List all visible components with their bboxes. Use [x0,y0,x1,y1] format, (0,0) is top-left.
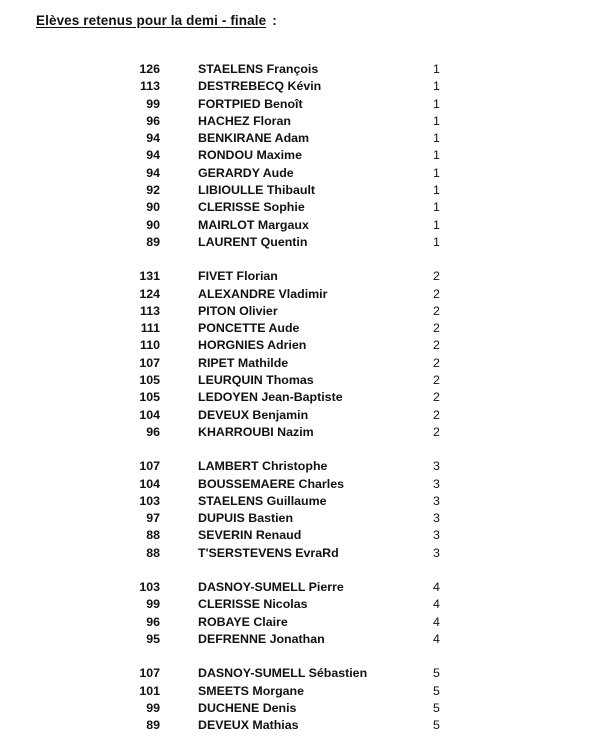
group-number: 4 [433,597,440,612]
list-item [0,61,600,78]
student-name: STAELENS Guillaume [198,493,327,508]
group-number: 1 [433,183,440,198]
list-item [0,268,600,285]
score-value: 104 [139,407,160,422]
student-name: GERARDY Aude [198,165,294,180]
student-name: ALEXANDRE Vladimir [198,286,328,301]
score-value: 113 [140,79,160,94]
results-group-1 [0,61,600,251]
list-item [0,113,600,130]
score-value: 99 [146,96,160,111]
list-item [0,424,600,441]
group-number: 2 [433,424,440,439]
student-name: ROBAYE Claire [198,614,288,629]
list-item [0,320,600,337]
group-number: 1 [433,165,440,180]
list-item [0,407,600,424]
list-item [0,234,600,251]
group-number: 2 [433,269,440,284]
score-value: 105 [139,373,160,388]
group-number: 2 [433,407,440,422]
results-group-2 [0,268,600,441]
student-name: LEURQUIN Thomas [198,373,314,388]
student-name: SEVERIN Renaud [198,528,302,543]
score-value: 92 [146,183,160,198]
score-value: 113 [140,303,160,318]
group-number: 3 [433,459,440,474]
group-number: 1 [433,62,440,76]
list-item [0,717,600,734]
score-value: 99 [146,597,160,612]
group-number: 2 [433,321,440,336]
student-name: SMEETS Morgane [198,683,305,698]
score-value: 96 [146,614,160,629]
student-name: FORTPIED Benoît [198,96,303,111]
student-name: KHARROUBI Nazim [198,424,314,439]
student-name: LEDOYEN Jean-Baptiste [198,390,343,405]
list-item [0,700,600,717]
group-number: 3 [433,476,440,491]
list-item [0,337,600,354]
results-group-3 [0,458,600,562]
score-value: 131 [139,269,160,284]
student-name: BOUSSEMAERE Charles [198,476,344,491]
list-item [0,217,600,234]
list-item [0,527,600,544]
score-value: 99 [146,700,160,715]
group-number: 4 [433,631,440,646]
group-number: 3 [433,493,440,508]
group-number: 1 [433,131,440,146]
score-value: 94 [146,165,160,180]
student-name: DUCHENE Denis [198,700,297,715]
list-item [0,130,600,147]
student-name: PONCETTE Aude [198,321,300,336]
score-value: 94 [146,148,160,163]
group-number: 1 [433,96,440,111]
group-number: 1 [433,148,440,163]
results-group-5 [0,665,600,734]
group-number: 1 [433,79,440,94]
student-name: DUPUIS Bastien [198,511,294,526]
student-name: DEVEUX Mathias [198,718,299,733]
student-name: CLERISSE Nicolas [198,597,308,612]
list-item [0,199,600,216]
score-value: 90 [146,217,160,232]
list-item [0,147,600,164]
page-title-text: Elèves retenus pour la demi - finale [36,13,267,28]
list-item [0,458,600,475]
score-value: 107 [139,459,160,474]
student-name: T'SERSTEVENS EvraRd [198,545,339,560]
list-item [0,96,600,113]
page-title [36,13,277,28]
group-number: 2 [433,390,440,405]
list-item [0,545,600,562]
score-value: 90 [146,200,160,215]
group-number: 5 [433,666,440,681]
list-item [0,665,600,682]
list-item [0,165,600,182]
group-number: 4 [433,580,440,595]
page-title-colon: : [272,13,277,28]
score-value: 101 [139,683,160,698]
score-value: 126 [139,62,160,76]
list-item [0,286,600,303]
student-name: LAURENT Quentin [198,234,308,249]
list-item [0,493,600,510]
group-number: 1 [433,234,440,249]
list-item [0,372,600,389]
score-value: 110 [140,338,160,353]
score-value: 95 [146,631,160,646]
list-item [0,579,600,596]
list-item [0,78,600,95]
student-name: DASNOY-SUMELL Pierre [198,580,344,595]
score-value: 88 [146,528,160,543]
group-number: 5 [433,683,440,698]
student-name: LIBIOULLE Thibault [198,183,316,198]
group-number: 1 [433,113,440,128]
group-number: 2 [433,303,440,318]
score-value: 97 [146,511,160,526]
score-value: 89 [146,718,160,733]
list-item [0,355,600,372]
score-value: 94 [146,131,160,146]
student-name: DASNOY-SUMELL Sébastien [198,666,368,681]
student-name: DEFRENNE Jonathan [198,631,325,646]
group-number: 2 [433,286,440,301]
score-value: 96 [146,424,160,439]
student-name: MAIRLOT Margaux [198,217,309,232]
student-name: PITON Olivier [198,303,278,318]
group-number: 2 [433,338,440,353]
results-group-4 [0,579,600,648]
group-number: 3 [433,511,440,526]
list-item [0,389,600,406]
score-value: 96 [146,113,160,128]
group-number: 2 [433,373,440,388]
score-value: 104 [139,476,160,491]
score-value: 103 [139,580,160,595]
group-number: 1 [433,200,440,215]
score-value: 107 [139,355,160,370]
student-name: DEVEUX Benjamin [198,407,309,422]
score-value: 124 [139,286,160,301]
student-name: BENKIRANE Adam [198,131,310,146]
student-name: RONDOU Maxime [198,148,302,163]
group-number: 3 [433,545,440,560]
list-item [0,303,600,320]
score-value: 89 [146,234,160,249]
student-name: RIPET Mathilde [198,355,289,370]
student-name: DESTREBECQ Kévin [198,79,322,94]
score-value: 88 [146,545,160,560]
list-item [0,182,600,199]
list-item [0,510,600,527]
student-name: FIVET Florian [198,269,278,284]
group-number: 4 [433,614,440,629]
group-number: 3 [433,528,440,543]
results-list [0,61,600,751]
score-value: 103 [139,493,160,508]
list-item [0,683,600,700]
group-number: 2 [433,355,440,370]
group-number: 1 [433,217,440,232]
student-name: CLERISSE Sophie [198,200,305,215]
list-item [0,596,600,613]
list-item [0,614,600,631]
student-name: HACHEZ Floran [198,113,291,128]
group-number: 5 [433,718,440,733]
score-value: 105 [139,390,160,405]
list-item [0,476,600,493]
score-value: 107 [139,666,160,681]
student-name: STAELENS François [198,62,319,76]
student-name: HORGNIES Adrien [198,338,307,353]
student-name: LAMBERT Christophe [198,459,328,474]
group-number: 5 [433,700,440,715]
score-value: 111 [140,321,160,336]
list-item [0,631,600,648]
